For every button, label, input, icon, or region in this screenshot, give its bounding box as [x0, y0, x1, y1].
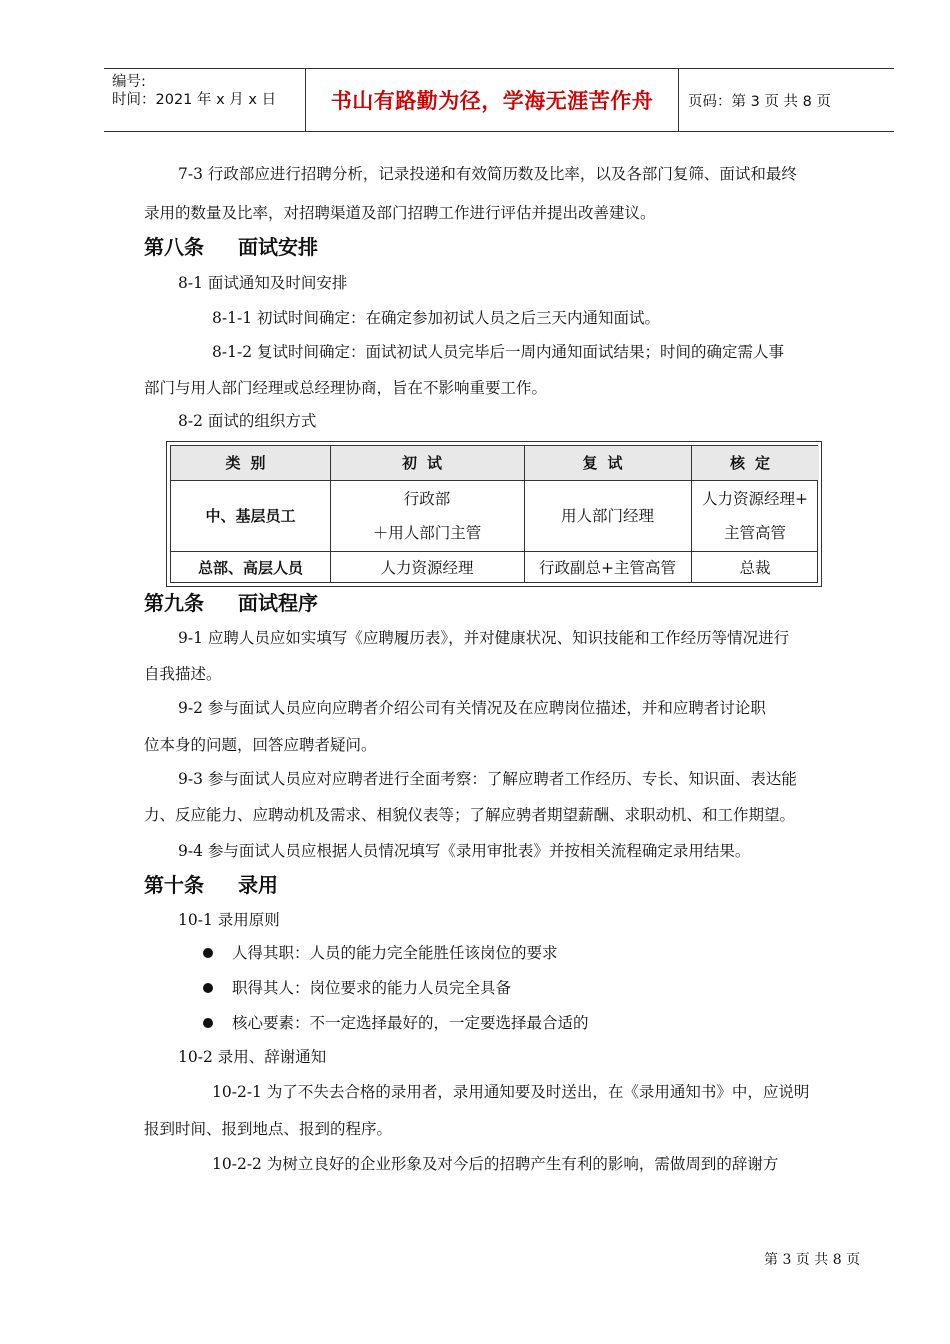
section-8-1-1: 8-1-1 初试时间确定：在确定参加初试人员之后三天内通知面试。: [212, 309, 660, 327]
header-divider: [678, 69, 679, 131]
table-cell-approval: [691, 480, 819, 551]
article-number: 第十条: [144, 873, 204, 897]
bullet-item: 核心要素：不一定选择最好的，一定要选择最合适的: [232, 1014, 589, 1032]
header-number: 编号:: [112, 74, 146, 90]
article-title: 面试程序: [238, 591, 318, 615]
section-10-2-1: 10-2-1 为了不失去合格的录用者，录用通知要及时送出，在《录用通知书》中，应说明: [212, 1083, 810, 1101]
bullet-dot-icon: [203, 948, 213, 958]
page-footer: 第 3 页 共 8 页: [764, 1252, 861, 1268]
cell-line: 人力资源经理+: [702, 489, 808, 508]
section-10-1: 10-1 录用原则: [178, 911, 280, 929]
section-8-1: 8-1 面试通知及时间安排: [178, 274, 348, 292]
section-8-2: 8-2 面试的组织方式: [178, 412, 317, 430]
section-10-2: 10-2 录用、辞谢通知: [178, 1048, 327, 1066]
paragraph-9-3: 9-3 参与面试人员应对应聘者进行全面考察：了解应聘者工作经历、专长、知识面、表达能: [178, 770, 797, 788]
section-10-2-2: 10-2-2 为树立良好的企业形象及对今后的招聘产生有利的影响，需做周到的辞谢方: [212, 1155, 779, 1173]
table-cell-second-interview: 行政副总+主管高管: [539, 558, 676, 577]
paragraph-7-3-cont: 录用的数量及比率，对招聘渠道及部门招聘工作进行评估并提出改善建议。: [144, 204, 656, 222]
table-cell-first-interview: 人力资源经理: [380, 558, 474, 577]
paragraph-9-4: 9-4 参与面试人员应根据人员情况填写《录用审批表》并按相关流程确定录用结果。: [178, 842, 751, 860]
table-header-category: 类别: [171, 446, 330, 480]
article-title: 面试安排: [238, 235, 318, 259]
paragraph-9-2-cont: 位本身的问题，回答应聘者疑问。: [144, 736, 377, 754]
bullet-dot-icon: [203, 983, 213, 993]
table-header-second-interview: 复试: [524, 446, 691, 480]
article-9-heading: [144, 590, 318, 616]
paragraph-7-3: 7-3 行政部应进行招聘分析，记录投递和有效简历数及比率，以及各部门复筛、面试和最终: [178, 165, 797, 183]
table-header-approval: 核定: [691, 446, 819, 480]
header-page-number: 页码：第 3 页 共 8 页: [688, 93, 831, 110]
article-title: 录用: [238, 873, 278, 897]
header-motto: 书山有路勤为径，学海无涯苦作舟: [330, 89, 654, 113]
paragraph-9-1: 9-1 应聘人员应如实填写《应聘履历表》，并对健康状况、知识技能和工作经历等情况进行: [178, 629, 790, 647]
table-column-divider: [330, 446, 331, 582]
paragraph-9-3-cont: 力、反应能力、应聘动机及需求、相貌仪表等；了解应骋者期望薪酬、求职动机、和工作期望。: [144, 806, 796, 824]
table-cell-approval: 总裁: [739, 558, 771, 577]
table-row-divider: [171, 480, 817, 481]
table-inner-frame: [170, 445, 818, 583]
table-cell-first-interview: [330, 480, 524, 551]
table-row-category: 总部、高层人员: [197, 558, 303, 577]
paragraph-9-1-cont: 自我描述。: [144, 665, 222, 683]
table-header-first-interview: 初试: [330, 446, 524, 480]
paragraph-9-2: 9-2 参与面试人员应向应聘者介绍公司有关情况及在应聘岗位描述，并和应聘者讨论职: [178, 699, 766, 717]
table-row-category: 中、基层员工: [205, 506, 296, 525]
header-meta: [112, 73, 308, 127]
article-number: 第九条: [144, 591, 204, 615]
section-8-1-2: 8-1-2 复试时间确定：面试初试人员完毕后一周内通知面试结果；时间的确定需人事: [212, 343, 784, 361]
section-10-2-1-cont: 报到时间、报到地点、报到的程序。: [144, 1120, 393, 1138]
article-number: 第八条: [144, 235, 204, 259]
bullet-item: 人得其职：人员的能力完全能胜任该岗位的要求: [232, 944, 558, 962]
table-column-divider: [524, 446, 525, 582]
table-row-divider: [171, 551, 817, 552]
article-10-heading: [144, 872, 278, 898]
bullet-dot-icon: [203, 1018, 213, 1028]
cell-line: ＋用人部门主管: [372, 523, 482, 542]
section-8-1-2-cont: 部门与用人部门经理或总经理协商，旨在不影响重要工作。: [144, 379, 548, 397]
table-column-divider: [691, 446, 692, 582]
cell-line: 行政部: [403, 489, 451, 508]
interview-organization-table: [166, 441, 822, 587]
bullet-item: 职得其人：岗位要求的能力人员完全具备: [232, 979, 512, 997]
header-time: 时间：2021 年 x 月 x 日: [112, 92, 277, 108]
table-cell-second-interview: 用人部门经理: [560, 506, 654, 525]
cell-line: 主管高管: [723, 523, 786, 542]
article-8-heading: [144, 234, 318, 260]
page-header: [104, 68, 894, 132]
